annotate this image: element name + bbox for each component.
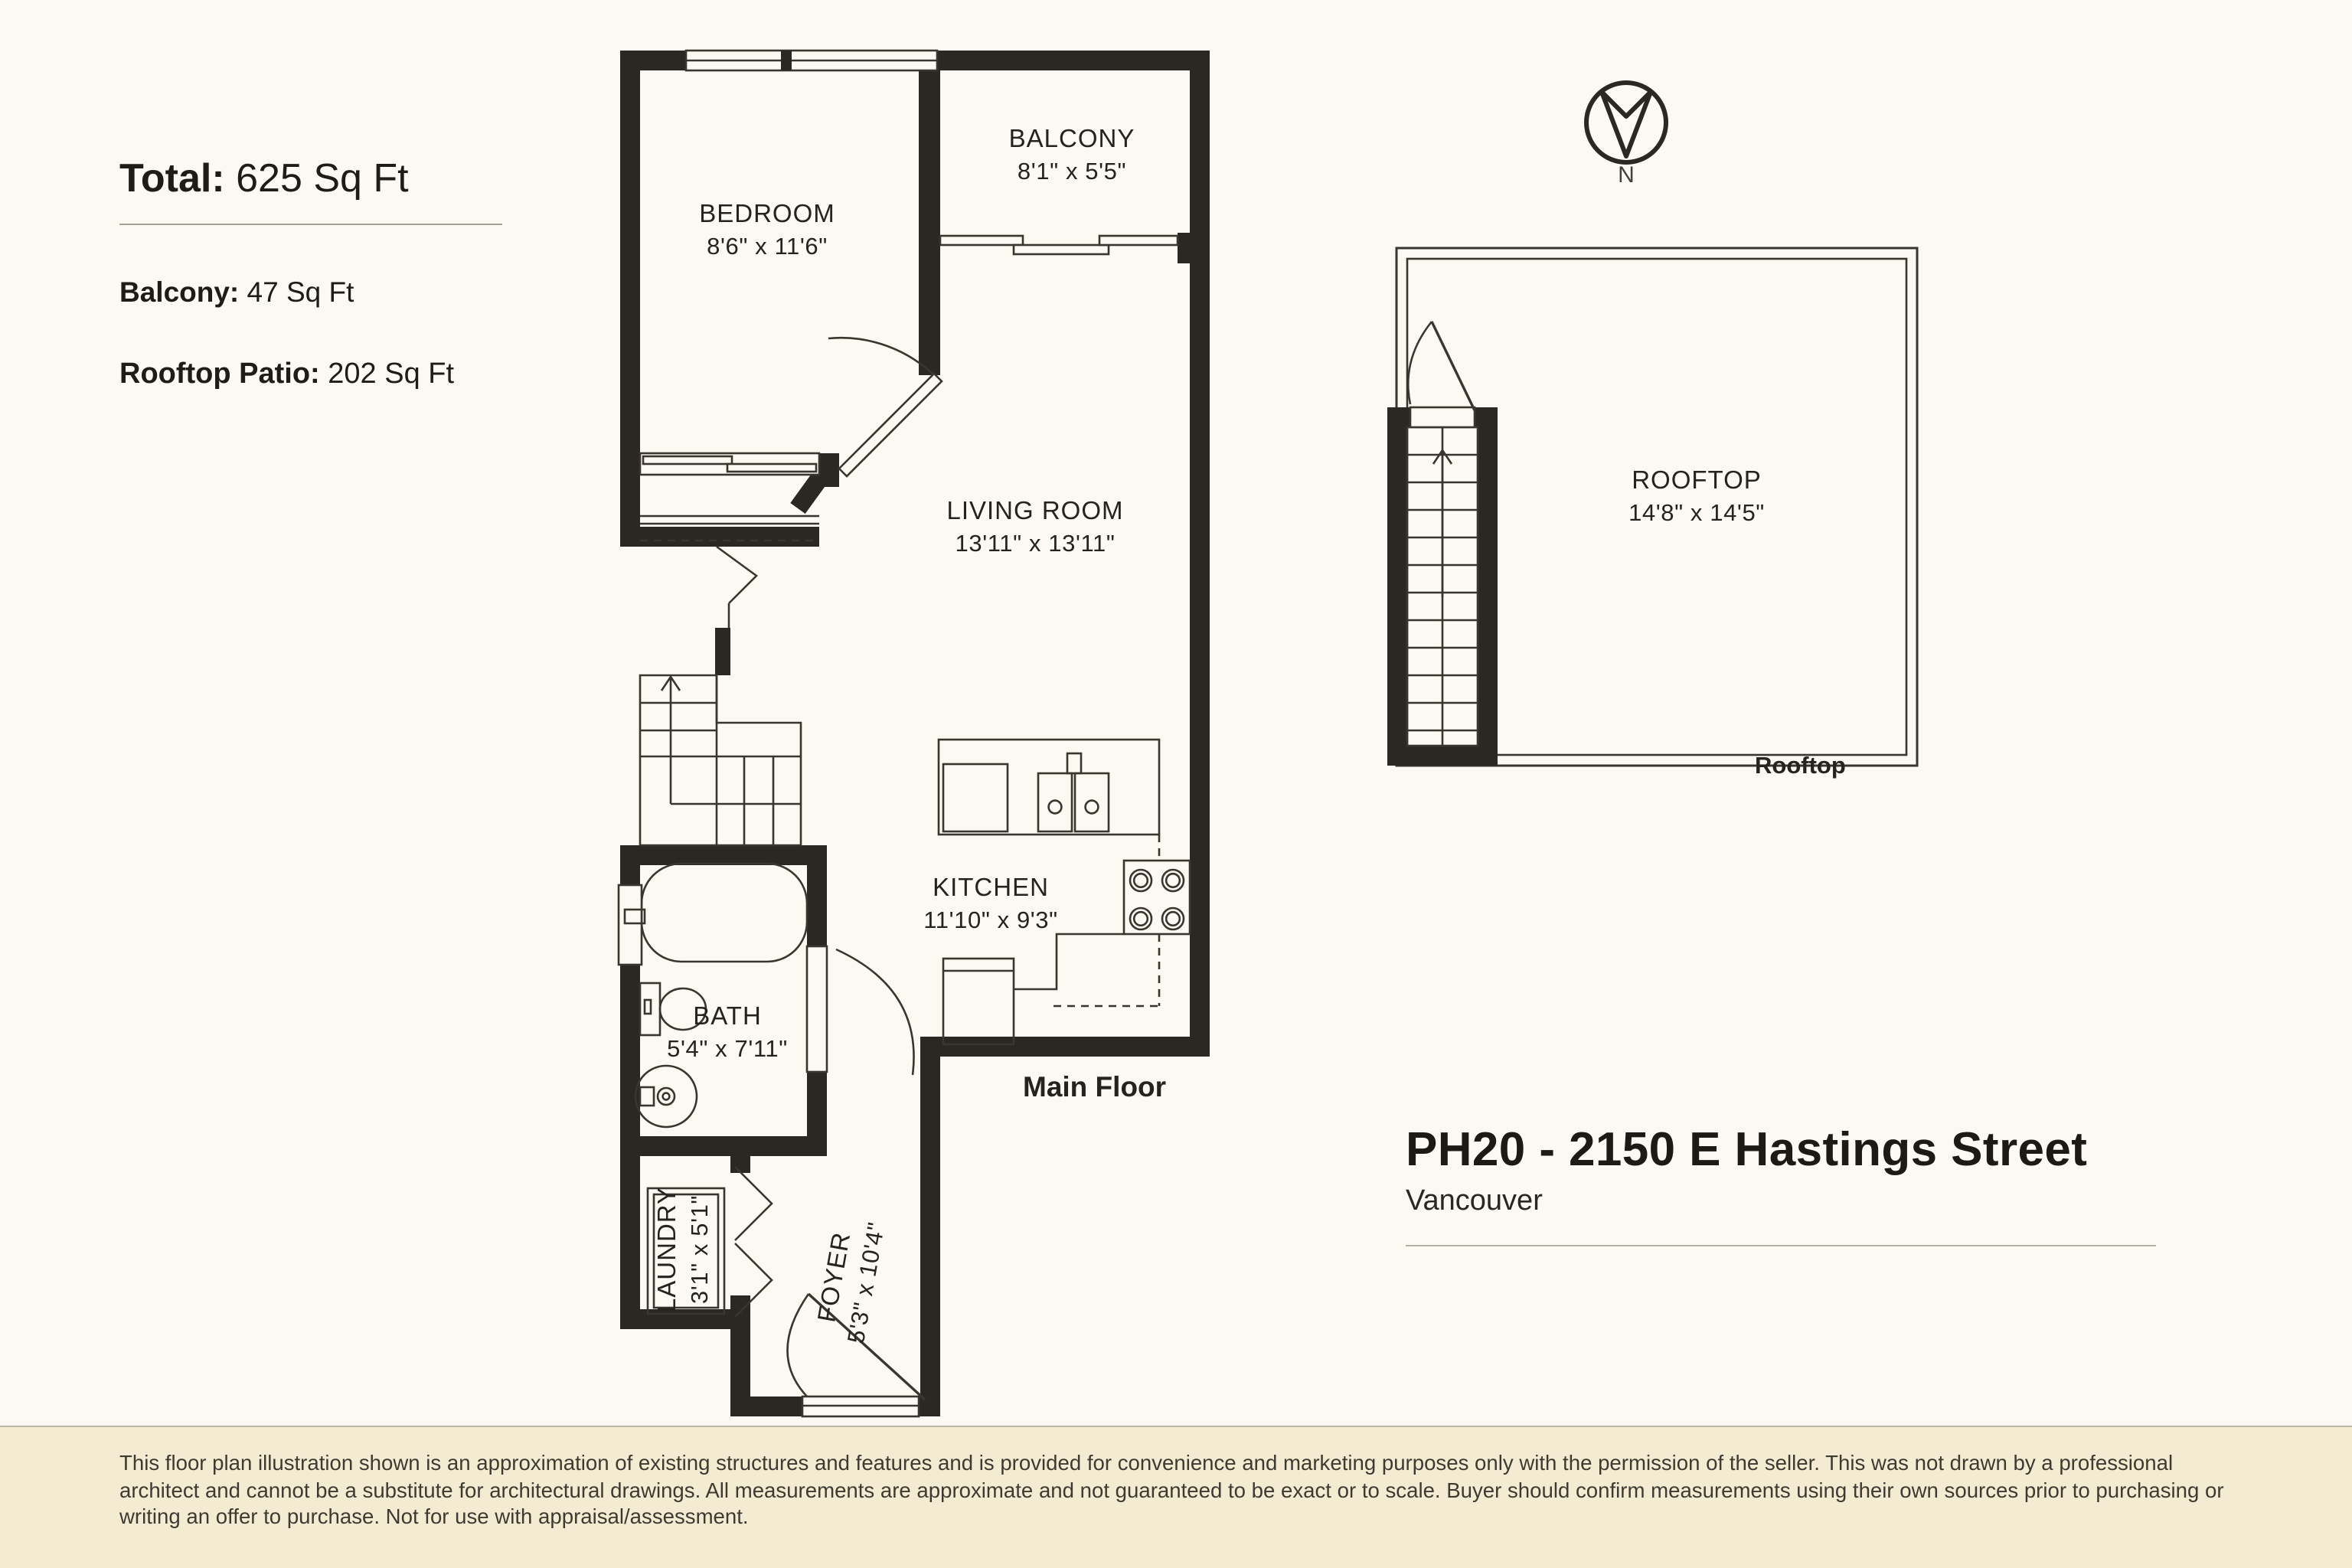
- north-label: N: [1618, 162, 1635, 188]
- rooftop-caption: Rooftop: [1755, 753, 1846, 779]
- main-floor-caption: Main Floor: [1023, 1070, 1167, 1102]
- room-label-living-room: LIVING ROOM 13'11" x 13'11": [946, 498, 1124, 557]
- room-label-rooftop: ROOFTOP 14'8" x 14'5": [1628, 467, 1765, 527]
- dishwasher-fixture: [943, 764, 1008, 831]
- bedroom-window: [686, 51, 937, 70]
- bathroom-sink-fixture: [635, 1066, 697, 1127]
- listing-city: Vancouver: [1406, 1185, 1543, 1218]
- hall-bifold-door: [717, 547, 756, 628]
- fridge-fixture: [943, 959, 1014, 1044]
- disclaimer-text: This floor plan illustration shown is an approximation of existing structures and features and is provided for convenience and marketing purposes only with the permission of the seller. This was not drawn by a professional architect and cannot be a substitute for architectural drawings. All measurements are approximate and not guaranteed to be exact or to scale. Buyer should confirm measurements using their own sources prior to purchasing or writing an offer to purchase. Not for use with appraisal/assessment.: [119, 1452, 2224, 1529]
- compass-north-icon: [1586, 83, 1666, 162]
- stairs-rooftop: [1407, 427, 1478, 746]
- room-label-bath: BATH 5'4" x 7'11": [667, 1003, 788, 1063]
- balcony-area-row: Balcony: 47 Sq Ft: [119, 276, 354, 308]
- balcony-sliding-door: [940, 236, 1178, 254]
- room-label-foyer: FOYER 5'3" x 10'4": [813, 1220, 891, 1346]
- stove-fixture: [1124, 861, 1190, 934]
- room-label-kitchen: KITCHEN 11'10" x 9'3": [923, 874, 1058, 934]
- total-area-row: Total: 625 Sq Ft: [119, 155, 409, 201]
- rooftop-door: [1408, 322, 1475, 427]
- rooftop-area-row: Rooftop Patio: 202 Sq Ft: [119, 358, 455, 390]
- room-label-laundry: LAUNDRY 3'1" x 5'1": [654, 1186, 714, 1313]
- disclaimer-footer: [0, 1426, 2352, 1568]
- kitchen-sink-fixture: [1038, 753, 1109, 831]
- bath-door: [807, 946, 914, 1075]
- bathtub-fixture: [619, 864, 807, 965]
- room-label-balcony: BALCONY 8'1" x 5'5": [1008, 126, 1135, 185]
- kitchen-counter: [939, 740, 1159, 1006]
- laundry-bifold-doors: [735, 1167, 772, 1317]
- listing-title-block: [1406, 1122, 2156, 1247]
- stats-divider: [119, 224, 502, 225]
- listing-title: PH20 - 2150 E Hastings Street: [1406, 1122, 2088, 1176]
- room-label-bedroom: BEDROOM 8'6" x 11'6": [699, 201, 835, 260]
- stairs-main-floor: [640, 675, 801, 845]
- area-summary: [119, 155, 502, 392]
- title-divider: [1406, 1246, 2156, 1247]
